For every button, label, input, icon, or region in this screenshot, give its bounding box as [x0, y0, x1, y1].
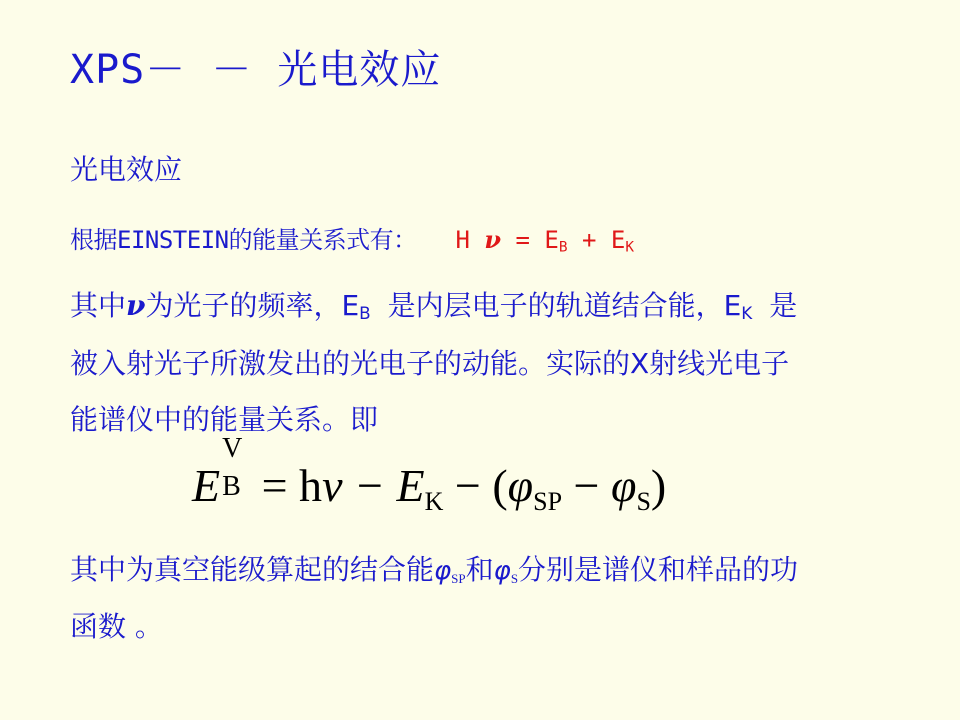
l4-text: 被入射光子所激发出的光电子的动能。实际的X射线光电子 — [70, 347, 790, 380]
l3-nu: ν — [126, 289, 146, 322]
line-photoelectric — [70, 148, 182, 188]
line-5 — [70, 398, 378, 438]
line-1-text: 光电效应 — [70, 153, 183, 186]
f-eq-h: = h — [261, 460, 323, 511]
f-sub-k: K — [424, 487, 444, 517]
eq-plus-e: + E — [582, 226, 626, 254]
line-3 — [70, 284, 797, 324]
l6-sub-s: S — [510, 570, 519, 586]
l3-a: 其中 — [70, 289, 127, 322]
einstein-equation — [456, 226, 635, 254]
f-supsub — [220, 433, 250, 502]
l6-b: 和 — [465, 553, 494, 586]
f-sub-s: S — [636, 487, 651, 517]
f-phi-s: φ — [611, 460, 637, 511]
line-2-text: 根据EINSTEIN的能量关系式有： — [70, 226, 417, 254]
l3-b: 为光子的频率，E — [145, 289, 360, 322]
l6-sub-sp: SP — [451, 570, 466, 586]
line-einstein — [70, 220, 634, 256]
l3-sub-b: B — [359, 303, 371, 324]
line-7 — [70, 605, 163, 645]
eq-equals-e: = E — [515, 226, 559, 254]
eq-nu: ν — [484, 225, 502, 254]
l7-text: 函数 。 — [70, 610, 163, 643]
l6-a: 其中为真空能级算起的结合能 — [70, 553, 435, 586]
l6-phi-sp: φ — [434, 556, 452, 586]
f-sup-v: V — [222, 433, 243, 464]
l6-c: 分别是谱仪和样品的功 — [518, 553, 799, 586]
f-minus: − — [573, 460, 611, 511]
f-open: − ( — [454, 460, 508, 511]
f-close: ) — [650, 460, 667, 511]
eq-h: H — [455, 226, 470, 254]
l6-phi-s: φ — [493, 556, 511, 586]
f-nu: ν — [322, 460, 343, 511]
line-6 — [70, 548, 798, 588]
title-cjk: 光电效应 — [277, 47, 442, 93]
f-phi-sp: φ — [507, 460, 534, 511]
f-minus-e: − E — [353, 460, 425, 511]
l3-d: 是 — [769, 289, 798, 322]
l3-c: 是内层电子的轨道结合能，E — [387, 289, 742, 322]
f-sub-sp: SP — [533, 487, 563, 517]
slide-title — [70, 38, 441, 95]
line-4 — [70, 342, 789, 382]
f-e: E — [192, 460, 221, 511]
binding-energy-formula — [192, 433, 667, 517]
l5-text: 能谱仪中的能量关系。即 — [70, 403, 379, 436]
title-latin: XPS－ － — [70, 47, 253, 93]
eq-sub-k: K — [625, 239, 635, 256]
f-sub-b: B — [222, 471, 241, 502]
eq-sub-b: B — [558, 239, 568, 256]
l3-sub-k: K — [741, 303, 753, 324]
